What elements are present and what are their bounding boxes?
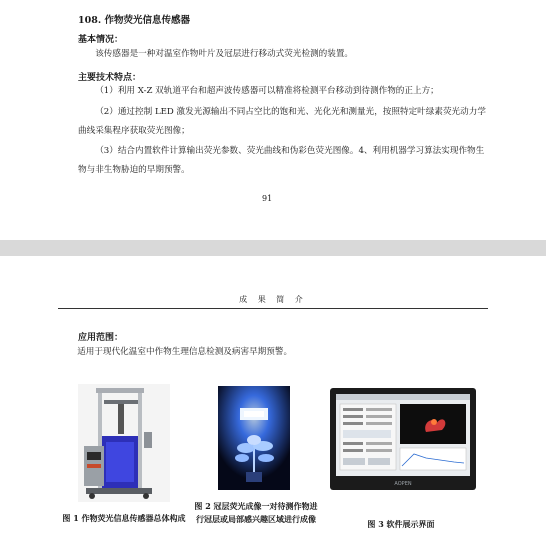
figure-1-caption: 图 1 作物荧光信息传感器总体构成 (62, 513, 186, 523)
monitor-brand-text: AOPEN (394, 481, 412, 487)
header-rule (58, 308, 488, 309)
tech-point-1: （1）利用 X-Z 双轨道平台和超声波传感器可以精准将检测平台移动到待测作物的正上方； (95, 86, 439, 96)
tech-point-2: （2）通过控制 LED 激发光源输出不同占空比的饱和光、光化光和测量光，按照特定叶绿素荧光动力学曲线采集程序获取荧光图像； (78, 107, 486, 136)
figure-2-canopy-imaging-photo (218, 386, 290, 490)
basic-text: 该传感器是一种对温室作物叶片及冠层进行移动式荧光检测的装置。 (95, 49, 354, 59)
app-text: 适用于现代化温室中作物生理信息检测及病害早期预警。 (77, 347, 293, 357)
section-title: 108. 作物荧光信息传感器 (78, 15, 190, 26)
app-heading: 应用范围： (78, 333, 124, 343)
figure-1-device-photo (78, 384, 170, 502)
tech-point-3: （3）结合内置软件计算输出荧光参数、荧光曲线和伪彩色荧光图像。4、利用机器学习算法实现作物生物与非生物胁迫的早期预警。 (78, 146, 485, 175)
running-head: 成 果 简 介 (239, 295, 307, 304)
figure-2-caption: 图 2 冠层荧光成像一对待测作物进行冠层或局部感兴趣区域进行成像 (194, 501, 318, 524)
page-bottom (0, 256, 546, 552)
page-number: 91 (262, 194, 273, 203)
page-top (0, 0, 546, 240)
figure-3-caption: 图 3 软件展示界面 (367, 519, 435, 529)
figure-3-software-photo (330, 388, 476, 490)
basic-heading: 基本情况： (78, 35, 124, 45)
page-gap (0, 240, 546, 256)
tech-heading: 主要技术特点： (78, 73, 142, 83)
